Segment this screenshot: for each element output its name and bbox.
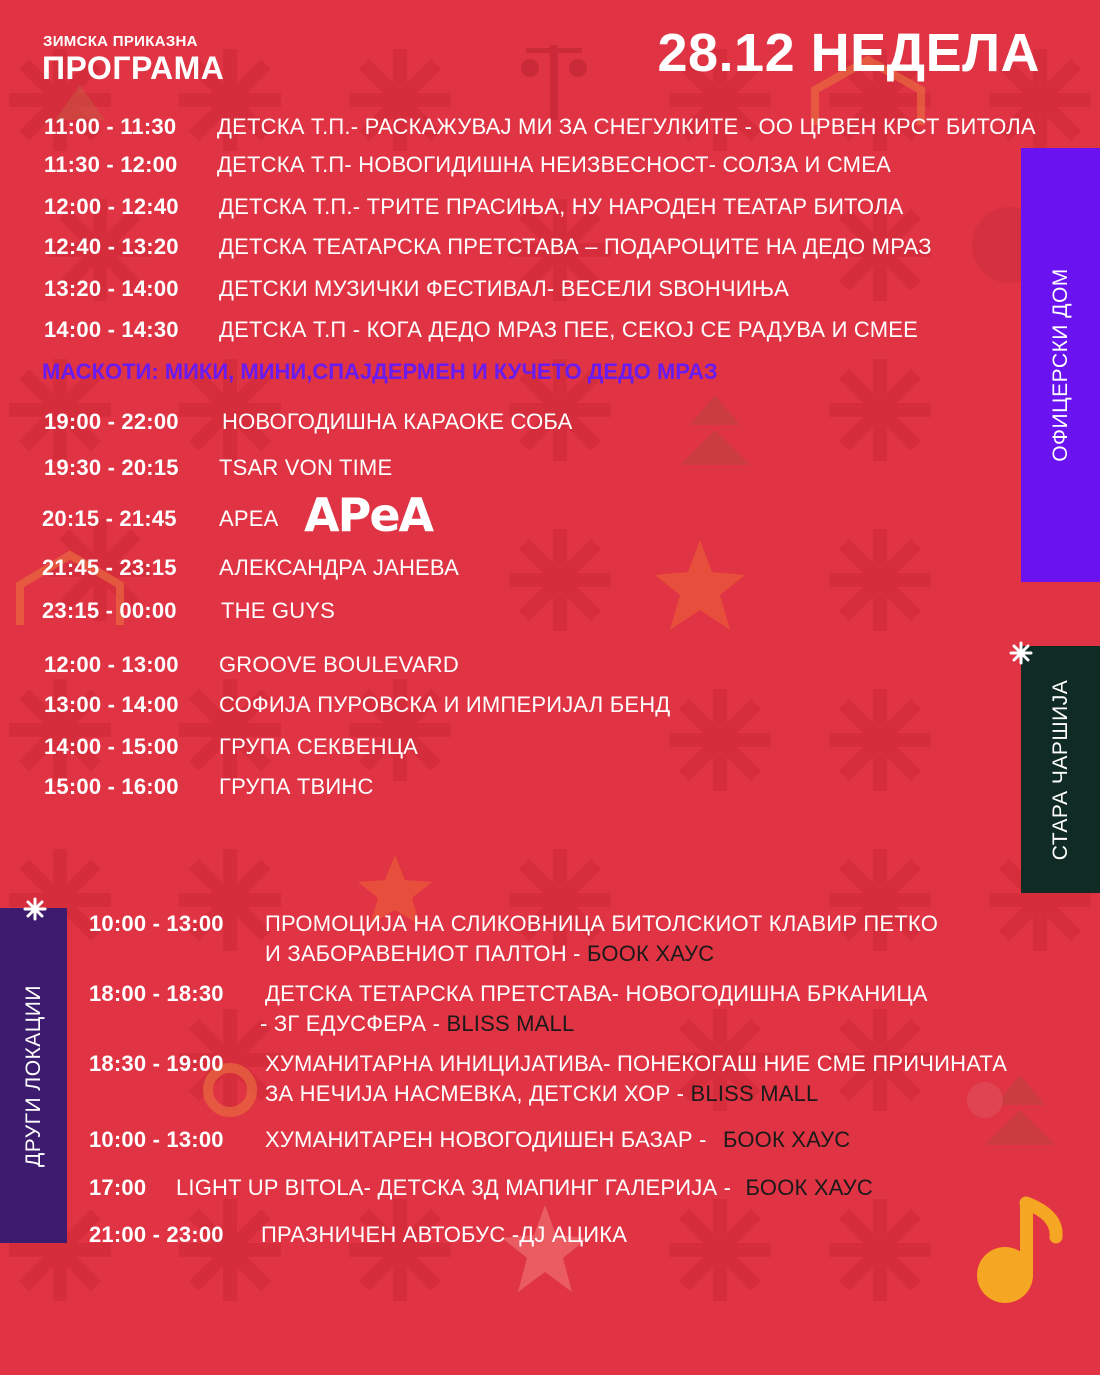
- event-time: 21:45 - 23:15: [42, 555, 177, 580]
- event-title: АРЕА: [219, 506, 279, 531]
- location-tab-old-bazaar: [1021, 646, 1100, 893]
- event-time: 23:15 - 00:00: [42, 598, 177, 623]
- event-time: 19:00 - 22:00: [44, 409, 179, 434]
- event-title: ДЕТСКА ТЕАТАРСКА ПРЕТСТАВА – ПОДАРОЦИТЕ НА ДЕДО МРАЗ: [219, 234, 932, 259]
- event-time: 15:00 - 16:00: [44, 774, 179, 799]
- event-time: 12:00 - 12:40: [44, 194, 179, 219]
- event-time: 21:00 - 23:00: [89, 1222, 224, 1247]
- event-title: GROOVE BOULEVARD: [219, 652, 459, 677]
- location-tab-other-locations: [0, 908, 67, 1243]
- asterisk-icon: [1008, 640, 1034, 666]
- event-title: ДЕТСКА Т.П.- ТРИТЕ ПРАСИЊА, НУ НАРОДЕН ТЕАТАР БИТОЛА: [219, 194, 904, 219]
- area-band-logo: АРеА: [304, 488, 433, 542]
- location-tab-officer-home: [1021, 148, 1100, 582]
- event-title: LIGHT UP BITOLA- ДЕТСКА 3Д МАПИНГ ГАЛЕРИЈА - БООК ХАУС: [176, 1175, 873, 1200]
- event-time: 17:00: [89, 1175, 147, 1200]
- music-note-icon: [970, 1195, 1065, 1305]
- event-time: 10:00 - 13:00: [89, 911, 224, 936]
- event-time: 18:00 - 18:30: [89, 981, 224, 1006]
- venue-name: BLISS MALL: [446, 1011, 575, 1036]
- event-time: 13:20 - 14:00: [44, 276, 179, 301]
- mascots-note: МАСКОТИ: МИКИ, МИНИ,СПАЈДЕРМЕН И КУЧЕТО ДЕДО МРАЗ: [42, 359, 718, 384]
- event-time: 18:30 - 19:00: [89, 1051, 224, 1076]
- event-time: 19:30 - 20:15: [44, 455, 179, 480]
- location-tab-label: ДРУГИ ЛОКАЦИИ: [21, 984, 45, 1167]
- location-tab-label: СТАРА ЧАРШИЈА: [1048, 679, 1072, 860]
- venue-name: БООК ХАУС: [722, 1127, 851, 1152]
- event-time: 12:40 - 13:20: [44, 234, 179, 259]
- date-title: 28.12 НЕДЕЛА: [657, 23, 1040, 83]
- event-title: ПРАЗНИЧЕН АВТОБУС -ДЈ АЦИКА: [261, 1222, 628, 1247]
- venue-name: BLISS MALL: [690, 1081, 819, 1106]
- event-time: 20:15 - 21:45: [42, 506, 177, 531]
- venue-name: БООК ХАУС: [587, 941, 715, 966]
- event-time: 14:00 - 14:30: [44, 317, 179, 342]
- event-time: 10:00 - 13:00: [89, 1127, 224, 1152]
- event-title: АЛЕКСАНДРА ЈАНЕВА: [219, 555, 459, 580]
- event-title-continued: - ЗГ ЕДУСФЕРА - BLISS MALL: [260, 1011, 575, 1036]
- event-title: ГРУПА СЕКВЕНЦА: [219, 734, 419, 759]
- event-title: ДЕТСКА Т.П.- РАСКАЖУВАЈ МИ ЗА СНЕГУЛКИТЕ - ОО ЦРВЕН КРСТ БИТОЛА: [217, 114, 1036, 139]
- event-title: ДЕТСКИ МУЗИЧКИ ФЕСТИВАЛ- ВЕСЕЛИ ЅВОНЧИЊА: [219, 276, 790, 301]
- header-kicker: ЗИМСКА ПРИКАЗНА: [43, 33, 198, 50]
- event-title: НОВОГОДИШНА КАРАОКЕ СОБА: [222, 409, 573, 434]
- event-title: ПРОМОЦИЈА НА СЛИКОВНИЦА БИТОЛСКИОТ КЛАВИР ПЕТКО: [265, 911, 939, 936]
- event-title: THE GUYS: [221, 598, 336, 623]
- event-time: 13:00 - 14:00: [44, 692, 179, 717]
- event-time: 12:00 - 13:00: [44, 652, 179, 677]
- location-tab-label: ОФИЦЕРСКИ ДОМ: [1048, 268, 1072, 462]
- event-title: ХУМАНИТАРНА ИНИЦИЈАТИВА- ПОНЕКОГАШ НИЕ СМЕ ПРИЧИНАТА: [265, 1051, 1008, 1076]
- event-title: TSAR VON TIME: [219, 455, 393, 480]
- event-title-continued: И ЗАБОРАВЕНИОТ ПАЛТОН - БООК ХАУС: [265, 941, 715, 966]
- event-title: ДЕТСКА ТЕТАРСКА ПРЕТСТАВА- НОВОГОДИШНА БРКАНИЦА: [265, 981, 928, 1006]
- header-title: ПРОГРАМА: [42, 50, 225, 86]
- venue-name: БООК ХАУС: [745, 1175, 873, 1200]
- event-title: ДЕТСКА Т.П- НОВОГИДИШНА НЕИЗВЕСНОСТ- СОЛЗА И СМЕА: [217, 152, 891, 177]
- event-title: ГРУПА ТВИНС: [219, 774, 374, 799]
- event-title-continued: ЗА НЕЧИЈА НАСМЕВКА, ДЕТСКИ ХОР - BLISS MALL: [265, 1081, 819, 1106]
- event-title: СОФИЈА ПУРОВСКА И ИМПЕРИЈАЛ БЕНД: [219, 692, 671, 717]
- event-time: 11:00 - 11:30: [44, 114, 177, 139]
- event-title: ХУМАНИТАРЕН НОВОГОДИШЕН БАЗАР - БООК ХАУС: [265, 1127, 851, 1152]
- event-time: 14:00 - 15:00: [44, 734, 179, 759]
- event-time: 11:30 - 12:00: [44, 152, 178, 177]
- event-title: ДЕТСКА Т.П - КОГА ДЕДО МРАЗ ПЕЕ, СЕКОЈ СЕ РАДУВА И СМЕЕ: [219, 317, 919, 342]
- asterisk-icon: [22, 896, 48, 922]
